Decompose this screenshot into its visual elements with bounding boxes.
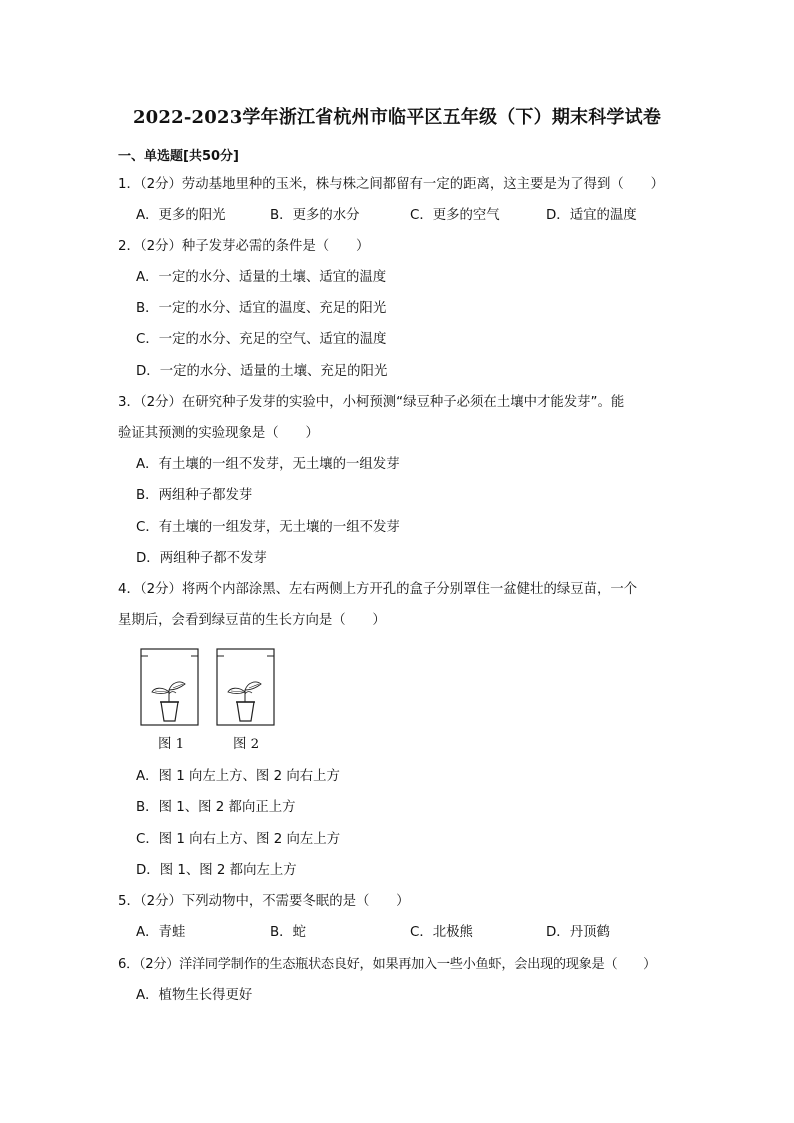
question-5-stem: 5．（2分）下列动物中，不需要冬眠的是（ ） [118, 894, 410, 909]
question-4-stem: 4．（2分）将两个内部涂黑、左右两侧上方开孔的盒子分别罩住一盆健壮的绿豆苗，一个 [118, 582, 638, 597]
q1-option-b: B．更多的水分 [270, 208, 360, 223]
q5-option-c: C．北极熊 [410, 925, 473, 940]
question-2-stem: 2．（2分）种子发芽必需的条件是（ ） [118, 239, 370, 254]
q5-option-b: B．蛇 [270, 925, 306, 940]
q4-option-a: A．图 1 向左上方、图 2 向右上方 [136, 769, 340, 784]
q3-option-a: A．有土壤的一组不发芽，无土壤的一组发芽 [136, 457, 400, 472]
q2-option-c: C．一定的水分、充足的空气、适宜的温度 [136, 332, 387, 347]
q3-option-d: D．两组种子都不发芽 [136, 551, 267, 566]
q6-option-a: A．植物生长得更好 [136, 988, 253, 1003]
figure-2-plant-box [216, 648, 275, 726]
q3-option-b: B．两组种子都发芽 [136, 488, 253, 503]
question-4-stem-cont: 星期后，会看到绿豆苗的生长方向是（ ） [118, 613, 386, 628]
question-3-stem: 3．（2分）在研究种子发芽的实验中，小柯预测“绿豆种子必须在土壤中才能发芽”。能 [118, 395, 625, 410]
exam-title: 2022-2023学年浙江省杭州市临平区五年级（下）期末科学试卷 [132, 107, 662, 128]
q5-option-d: D．丹顶鹤 [546, 925, 610, 940]
q1-option-c: C．更多的空气 [410, 208, 500, 223]
q4-option-d: D．图 1、图 2 都向左上方 [136, 863, 297, 878]
figure-1-plant-box [140, 648, 199, 726]
question-3-stem-cont: 验证其预测的实验现象是（ ） [118, 426, 319, 441]
q1-option-a: A．更多的阳光 [136, 208, 226, 223]
question-1-stem: 1．（2分）劳动基地里种的玉米，株与株之间都留有一定的距离，这主要是为了得到（ ） [118, 177, 664, 192]
section-heading: 一、单选题[共50分] [118, 149, 239, 164]
q1-option-d: D．适宜的温度 [546, 208, 637, 223]
figure-2-caption: 图 2 [233, 737, 260, 752]
q2-option-d: D．一定的水分、适量的土壤、充足的阳光 [136, 364, 388, 379]
q5-option-a: A．青蛙 [136, 925, 186, 940]
q4-option-c: C．图 1 向右上方、图 2 向左上方 [136, 832, 341, 847]
q3-option-c: C．有土壤的一组发芽，无土壤的一组不发芽 [136, 520, 400, 535]
question-6-stem: 6．（2分）洋洋同学制作的生态瓶状态良好，如果再加入一些小鱼虾，会出现的现象是（ ） [118, 957, 656, 972]
q2-option-a: A．一定的水分、适量的土壤、适宜的温度 [136, 270, 387, 285]
q4-option-b: B．图 1、图 2 都向正上方 [136, 800, 296, 815]
figure-1-caption: 图 1 [158, 737, 185, 752]
q2-option-b: B．一定的水分、适宜的温度、充足的阳光 [136, 301, 387, 316]
